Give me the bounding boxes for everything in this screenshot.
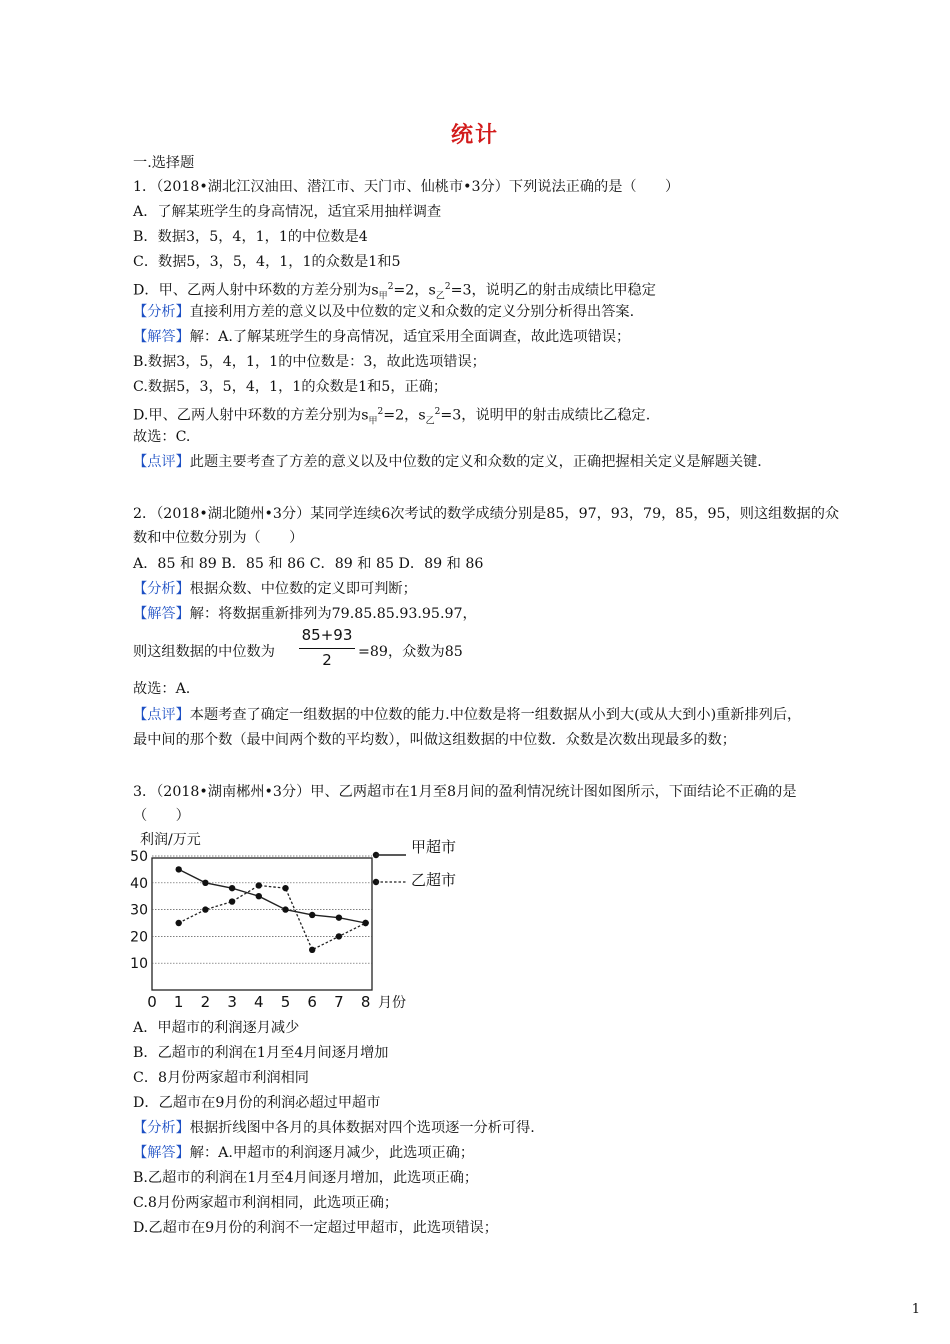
data-point (229, 885, 235, 891)
data-point (362, 920, 368, 926)
data-point (309, 947, 315, 953)
q3-answer-d: D.乙超市在9月份的利润不一定超过甲超市，此选项错误； (133, 1220, 498, 1236)
q3-stem-line1: 3．（2018•湖南郴州•3分）甲、乙两超市在1月至8月间的盈利情况统计图如图所示，下面结论不正确的是 (133, 784, 797, 800)
x-tick-label: 8 (360, 993, 371, 1010)
plot-frame (152, 858, 372, 990)
q3-answer-b: B.乙超市的利润在1月至4月间逐月增加，此选项正确； (133, 1170, 479, 1186)
legend-label-2: 乙超市 (411, 871, 457, 889)
data-point (202, 880, 208, 886)
q2-answer: 【解答】解：将数据重新排列为79.85.85.93.95.97， (133, 606, 477, 622)
data-point (309, 912, 315, 918)
q3-option-c: C．8月份两家超市利润相同 (133, 1070, 309, 1086)
q1-answer-d: D.甲、乙两人射中环数的方差分别为$s_甲^2=2$，$s_乙^2=3$，说明甲的射击成绩比乙稳定. (133, 407, 651, 427)
y-tick-label: 10 (130, 956, 148, 973)
q1-stem: 1．（2018•湖北江汉油田、潜江市、天门市、仙桃市•3分）下列说法正确的是（ ） (133, 179, 680, 195)
x-tick-label: 5 (280, 993, 291, 1010)
q2-fraction (297, 626, 357, 672)
q2-median-result: =89，众数为85 (358, 644, 463, 660)
y-tick-label: 40 (130, 875, 148, 892)
q1-comment: 【点评】此题主要考查了方差的意义以及中位数的定义和众数的定义，正确把握相关定义是解题关键. (133, 454, 762, 470)
q2-comment-line2: 最中间的那个数（最中间两个数的平均数），叫做这组数据的中位数．众数是次数出现最多的数； (133, 732, 736, 748)
q3-answer-c: C.8月份两家超市利润相同，此选项正确； (133, 1195, 399, 1211)
data-point (176, 866, 182, 872)
q3-answer: 【解答】解：A.甲超市的利润逐月减少，此选项正确； (133, 1145, 475, 1161)
q2-choice: 故选：A. (133, 681, 191, 697)
x-tick-label: 1 (173, 993, 184, 1010)
data-point (282, 906, 288, 912)
q2-comment-line1: 【点评】本题考查了确定一组数据的中位数的能力.中位数是将一组数据从小到大(或从大到小)重新排列后， (133, 707, 802, 723)
data-point (282, 885, 288, 891)
y-tick-label: 50 (130, 849, 148, 865)
x-tick-label: 0 (147, 993, 157, 1010)
x-tick-label: 6 (307, 993, 317, 1010)
section-heading: 一.选择题 (133, 155, 195, 171)
y-axis-label: 利润/万元 (140, 832, 201, 848)
x-tick-label: 4 (254, 993, 264, 1010)
q2-stem-line1: 2．（2018•湖北随州•3分）某同学连续6次考试的数学成绩分别是85，97，93，79，85，95，则这组数据的众 (133, 506, 840, 522)
x-tick-label: 3 (227, 993, 237, 1010)
data-point (336, 914, 342, 920)
data-point (229, 898, 235, 904)
legend-label-1: 甲超市 (411, 838, 457, 856)
data-point (256, 882, 262, 888)
q1-option-b: B．数据3，5，4，1，1的中位数是4 (133, 229, 368, 245)
q1-option-a: A．了解某班学生的身高情况，适宜采用抽样调查 (133, 204, 442, 220)
q2-median-text: 则这组数据的中位数为 (133, 644, 275, 660)
data-point (176, 920, 182, 926)
page-title: 统计 (450, 123, 499, 148)
data-point (256, 893, 262, 899)
q3-option-d: D．乙超市在9月份的利润必超过甲超市 (133, 1095, 381, 1111)
q2-options: A．85 和 89 B．85 和 86 C．89 和 85 D．89 和 86 (133, 556, 484, 572)
q1-answer-b: B.数据3，5，4，1，1的中位数是：3，故此选项错误； (133, 354, 486, 370)
q2-analysis: 【分析】根据众数、中位数的定义即可判断； (133, 581, 417, 597)
fraction-numerator: 85+93 (301, 626, 353, 644)
q3-option-a: A．甲超市的利润逐月减少 (133, 1020, 300, 1036)
q1-answer-c: C.数据5，3，5，4，1，1的众数是1和5，正确； (133, 379, 448, 395)
x-axis-label: 月份 (378, 995, 406, 1010)
data-point (202, 906, 208, 912)
page-number: 1 (911, 1302, 920, 1317)
q3-option-b: B．乙超市的利润在1月至4月间逐月增加 (133, 1045, 389, 1061)
q3-analysis: 【分析】根据折线图中各月的具体数据对四个选项逐一分析可得. (133, 1120, 535, 1136)
q1-answer: 【解答】解：A.了解某班学生的身高情况，适宜采用全面调查，故此选项错误； (133, 329, 631, 345)
fraction-denominator: 2 (322, 651, 332, 669)
x-tick-label: 7 (334, 993, 344, 1010)
chart-svg (128, 828, 468, 1010)
data-point (336, 933, 342, 939)
q1-option-d: D．甲、乙两人射中环数的方差分别为$s_甲^2=2$，$s_乙^2=3$，说明乙的射击成绩比甲稳定 (133, 282, 656, 302)
x-tick-label: 2 (200, 993, 211, 1010)
q1-option-c: C．数据5，3，5，4，1，1的众数是1和5 (133, 254, 401, 270)
profit-line-chart (128, 828, 468, 1010)
y-tick-label: 20 (130, 929, 148, 946)
q3-stem-line2: （ ） (133, 808, 190, 824)
y-tick-label: 30 (130, 902, 148, 919)
q2-stem-line2: 数和中位数分别为（ ） (133, 530, 304, 546)
q1-analysis: 【分析】直接利用方差的意义以及中位数的定义和众数的定义分别分析得出答案. (133, 304, 635, 320)
fraction-bar (299, 648, 355, 649)
q1-choice: 故选：C. (133, 429, 191, 445)
